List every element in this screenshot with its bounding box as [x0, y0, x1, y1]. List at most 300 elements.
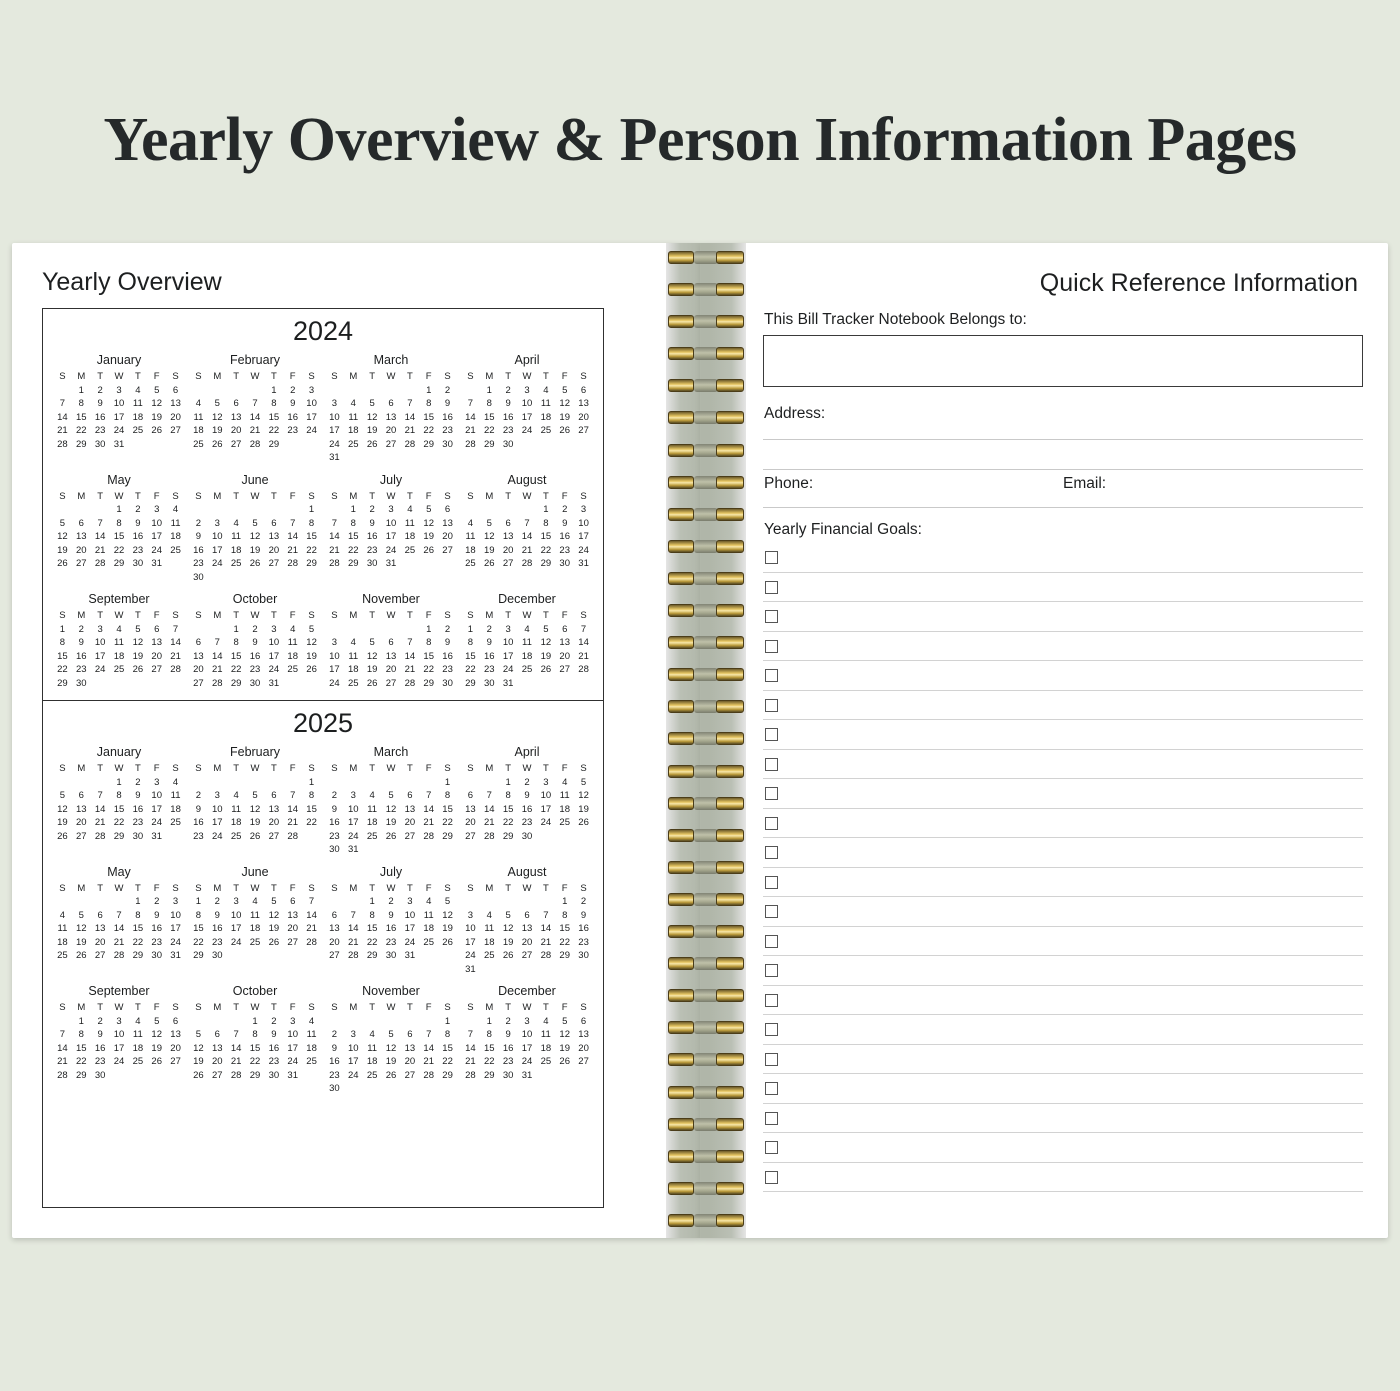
- day-cell: 18: [193, 425, 204, 436]
- day-cell: 15: [306, 531, 317, 542]
- day-cell: 22: [465, 664, 476, 675]
- day-cell: 12: [366, 650, 378, 662]
- day-cell: 23: [442, 425, 453, 436]
- dow-cell: S: [59, 763, 66, 774]
- day-cell: 3: [524, 384, 530, 396]
- day-cell: 29: [306, 558, 317, 569]
- spiral-coil: [666, 1086, 746, 1099]
- goal-checkbox[interactable]: [765, 994, 778, 1007]
- coil-right: [716, 1086, 744, 1099]
- dow-cell: T: [542, 371, 549, 382]
- day-cell: 9: [214, 909, 220, 921]
- day-cell: 24: [306, 425, 317, 436]
- day-cell: 22: [57, 664, 68, 675]
- day-cell: 12: [385, 803, 397, 815]
- dow-cell: T: [270, 371, 277, 382]
- goal-checkbox[interactable]: [765, 551, 778, 564]
- dow-cell: F: [153, 490, 160, 502]
- day-cell: [227, 1015, 246, 1029]
- month-january: [51, 351, 187, 465]
- dow-cell: S: [444, 371, 451, 382]
- coil-right: [716, 636, 744, 649]
- day-cell: 16: [329, 1056, 340, 1067]
- week-row: [189, 936, 321, 950]
- day-of-week-row: [189, 882, 321, 896]
- phone-email-line[interactable]: [763, 507, 1363, 508]
- dow-cell: T: [233, 490, 240, 502]
- day-cell: 26: [385, 830, 397, 842]
- dow-cell: T: [97, 371, 104, 382]
- week-row: [53, 677, 185, 691]
- goal-checkbox[interactable]: [765, 905, 778, 918]
- day-cell: 3: [407, 896, 413, 907]
- day-cell: [382, 384, 401, 398]
- day-cell: [189, 503, 208, 517]
- month-april: [459, 351, 595, 465]
- day-cell: 5: [154, 1015, 160, 1027]
- dow-cell: S: [195, 1002, 202, 1013]
- week-row: [325, 384, 457, 398]
- day-cell: 14: [404, 650, 416, 662]
- day-cell: 23: [521, 817, 533, 828]
- goal-row[interactable]: [763, 661, 1363, 691]
- day-cell: 14: [404, 411, 416, 423]
- day-cell: 29: [559, 950, 570, 961]
- coil-left: [668, 861, 694, 874]
- day-cell: 5: [252, 517, 258, 529]
- day-cell: 11: [132, 398, 143, 409]
- day-cell: 22: [306, 544, 317, 556]
- day-cell: 4: [135, 384, 141, 396]
- day-cell: 15: [268, 411, 280, 423]
- week-row: [53, 517, 185, 531]
- day-cell: 13: [404, 1042, 416, 1054]
- day-cell: 9: [135, 790, 141, 801]
- day-cell: 13: [170, 398, 181, 409]
- day-cell: 22: [483, 1056, 495, 1067]
- goal-row[interactable]: [763, 691, 1363, 721]
- goal-row[interactable]: [763, 1015, 1363, 1045]
- goal-row[interactable]: [763, 1104, 1363, 1134]
- goal-checkbox[interactable]: [765, 876, 778, 889]
- goal-checkbox[interactable]: [765, 1171, 778, 1184]
- week-row: [325, 557, 457, 571]
- week-row: [189, 544, 321, 558]
- month-name: July: [379, 864, 403, 879]
- year-block: [43, 700, 603, 1106]
- dow-cell: T: [134, 610, 141, 621]
- goal-checkbox[interactable]: [765, 1141, 778, 1154]
- day-cell: 28: [404, 438, 416, 450]
- day-cell: 11: [522, 637, 532, 648]
- day-cell: 26: [57, 830, 68, 842]
- day-cell: [246, 384, 265, 398]
- goal-checkbox[interactable]: [765, 1023, 778, 1036]
- dow-cell: F: [153, 1002, 160, 1013]
- day-cell: 21: [404, 664, 416, 675]
- coil-middle: [694, 1118, 718, 1131]
- week-row: [325, 1069, 457, 1083]
- day-cell: 6: [78, 517, 84, 529]
- day-cell: 27: [502, 558, 514, 569]
- goal-row[interactable]: [763, 927, 1363, 957]
- week-row: [53, 663, 185, 677]
- dow-cell: W: [114, 1002, 124, 1013]
- day-cell: 2: [524, 776, 530, 788]
- day-cell: 10: [329, 411, 340, 423]
- day-cell: 19: [57, 817, 68, 828]
- goal-row[interactable]: [763, 956, 1363, 986]
- day-cell: 20: [329, 936, 340, 948]
- day-cell: [461, 776, 480, 790]
- goal-row[interactable]: [763, 897, 1363, 927]
- goal-checkbox[interactable]: [765, 610, 778, 623]
- coil-right: [716, 1214, 744, 1227]
- day-cell: 6: [271, 517, 277, 529]
- goal-checkbox[interactable]: [765, 846, 778, 859]
- address-line-2[interactable]: [763, 469, 1363, 470]
- week-row: [53, 384, 185, 398]
- day-cell: 18: [132, 411, 144, 423]
- day-cell: 3: [467, 909, 474, 921]
- coil-right: [716, 315, 744, 328]
- day-cell: 8: [486, 398, 492, 409]
- day-cell: 18: [287, 650, 298, 662]
- day-cell: 3: [271, 623, 277, 635]
- day-cell: 8: [426, 637, 432, 648]
- coil-left: [668, 315, 694, 328]
- coil-right: [716, 251, 744, 264]
- goal-checkbox[interactable]: [765, 964, 778, 977]
- day-cell: 29: [57, 677, 68, 689]
- day-cell: 30: [329, 1083, 340, 1094]
- goal-row[interactable]: [763, 838, 1363, 868]
- day-cell: 10: [230, 909, 242, 921]
- goal-row[interactable]: [763, 986, 1363, 1016]
- day-cell: [382, 451, 401, 465]
- dow-cell: S: [331, 610, 338, 621]
- week-row: [189, 949, 321, 963]
- coil-middle: [694, 957, 718, 970]
- day-cell: 16: [151, 923, 162, 934]
- goal-row[interactable]: [763, 543, 1363, 573]
- day-cell: 30: [502, 1069, 514, 1081]
- day-cell: [283, 503, 302, 517]
- day-cell: 18: [366, 817, 378, 828]
- week-row: [325, 1055, 457, 1069]
- day-of-week-row: [53, 1001, 185, 1015]
- month-name: September: [88, 984, 150, 998]
- day-cell: 2: [252, 623, 258, 635]
- day-cell: 6: [195, 637, 202, 648]
- goal-checkbox[interactable]: [765, 758, 778, 771]
- day-cell: 25: [423, 936, 434, 948]
- week-row: [325, 843, 457, 857]
- dow-cell: W: [386, 1002, 396, 1013]
- day-cell: 27: [75, 558, 87, 569]
- spiral-coil: [666, 925, 746, 938]
- goal-row[interactable]: [763, 779, 1363, 809]
- day-cell: 21: [249, 425, 261, 436]
- goal-row[interactable]: [763, 750, 1363, 780]
- day-cell: [53, 776, 72, 790]
- day-cell: 12: [151, 398, 162, 409]
- day-cell: 18: [347, 425, 359, 436]
- goal-checkbox[interactable]: [765, 699, 778, 712]
- coil-right: [716, 347, 744, 360]
- day-cell: 19: [151, 411, 162, 423]
- week-row: [461, 963, 593, 977]
- week-row: [189, 557, 321, 571]
- goal-row[interactable]: [763, 720, 1363, 750]
- dow-cell: M: [349, 882, 358, 894]
- day-cell: 29: [423, 677, 434, 689]
- dow-cell: T: [97, 763, 104, 774]
- week-row: [53, 1028, 185, 1042]
- goal-row[interactable]: [763, 809, 1363, 839]
- day-cell: 27: [465, 830, 476, 842]
- day-cell: 29: [113, 830, 125, 842]
- goal-checkbox[interactable]: [765, 1053, 778, 1066]
- dow-cell: M: [349, 371, 358, 382]
- day-cell: [283, 438, 302, 452]
- day-cell: 11: [231, 531, 242, 542]
- coil-middle: [694, 283, 718, 296]
- day-cell: 10: [502, 637, 514, 648]
- day-of-week-row: [325, 762, 457, 776]
- month-name: April: [514, 353, 540, 367]
- day-cell: 27: [170, 425, 181, 436]
- day-cell: 1: [195, 896, 202, 907]
- day-cell: 23: [483, 664, 495, 675]
- belongs-to-label: This Bill Tracker Notebook Belongs to:: [764, 311, 1027, 328]
- goal-row[interactable]: [763, 1074, 1363, 1104]
- dow-cell: W: [114, 882, 124, 894]
- day-cell: 31: [578, 558, 589, 569]
- goal-row[interactable]: [763, 868, 1363, 898]
- day-cell: 10: [211, 531, 223, 542]
- day-of-week-row: [53, 370, 185, 384]
- coil-right: [716, 861, 744, 874]
- day-cell: 17: [230, 923, 242, 934]
- spiral-coil: [666, 1182, 746, 1195]
- day-cell: 19: [268, 923, 280, 934]
- goal-checkbox[interactable]: [765, 669, 778, 682]
- day-cell: [53, 503, 72, 517]
- day-cell: 21: [211, 664, 223, 675]
- day-cell: 30: [329, 844, 340, 855]
- day-cell: 7: [426, 1029, 432, 1040]
- day-cell: 29: [483, 1069, 495, 1081]
- day-cell: 2: [78, 623, 84, 635]
- day-cell: [419, 949, 438, 963]
- day-cell: 7: [407, 398, 413, 409]
- day-cell: 17: [521, 1042, 533, 1054]
- coil-right: [716, 765, 744, 778]
- day-cell: 1: [116, 504, 122, 515]
- day-cell: 6: [78, 790, 84, 801]
- spiral-coil: [666, 604, 746, 617]
- spiral-coil: [666, 379, 746, 392]
- day-cell: 25: [249, 936, 261, 948]
- week-row: [461, 1055, 593, 1069]
- spiral-coil: [666, 251, 746, 264]
- day-cell: 9: [486, 637, 492, 648]
- month-february: [187, 743, 323, 857]
- day-cell: [246, 949, 265, 963]
- day-cell: 12: [75, 923, 87, 934]
- day-cell: 7: [331, 517, 338, 529]
- day-cell: 22: [559, 936, 570, 948]
- dow-cell: W: [386, 610, 396, 621]
- dow-cell: M: [485, 490, 494, 502]
- day-cell: 1: [308, 776, 315, 788]
- day-cell: [208, 571, 227, 585]
- day-cell: 22: [442, 1056, 453, 1067]
- day-cell: 4: [467, 517, 474, 529]
- goal-checkbox[interactable]: [765, 1082, 778, 1095]
- week-row: [189, 1015, 321, 1029]
- day-cell: 19: [483, 544, 495, 556]
- goal-row[interactable]: [763, 632, 1363, 662]
- day-cell: 6: [524, 909, 530, 921]
- month-february: [187, 351, 323, 465]
- dow-cell: M: [485, 763, 494, 774]
- dow-cell: M: [213, 1002, 222, 1013]
- dow-cell: M: [77, 371, 86, 382]
- day-cell: [400, 451, 419, 465]
- financial-goals-list: [763, 543, 1363, 1192]
- goal-checkbox[interactable]: [765, 787, 778, 800]
- day-cell: 12: [559, 398, 570, 409]
- day-cell: [499, 963, 518, 977]
- day-cell: 29: [268, 438, 280, 450]
- dow-cell: T: [406, 882, 413, 894]
- day-cell: 9: [271, 1029, 277, 1040]
- day-cell: 28: [211, 677, 223, 689]
- dow-cell: F: [289, 610, 296, 621]
- day-cell: 15: [442, 1042, 453, 1054]
- day-cell: 6: [97, 909, 103, 921]
- week-row: [189, 803, 321, 817]
- dow-cell: S: [59, 882, 66, 894]
- day-cell: 26: [211, 438, 223, 450]
- dow-cell: W: [114, 371, 124, 382]
- day-cell: [325, 1015, 344, 1029]
- dow-cell: S: [467, 763, 474, 774]
- day-cell: 4: [59, 909, 66, 921]
- coil-right: [716, 1182, 744, 1195]
- day-cell: [166, 830, 185, 844]
- week-row: [325, 663, 457, 677]
- coil-left: [668, 1150, 694, 1163]
- week-row: [461, 816, 593, 830]
- day-cell: 5: [486, 517, 492, 529]
- goal-checkbox[interactable]: [765, 1112, 778, 1125]
- dow-cell: M: [213, 610, 222, 621]
- dow-cell: T: [134, 1002, 141, 1013]
- day-cell: 13: [502, 531, 514, 542]
- day-cell: 9: [524, 790, 530, 801]
- day-cell: 20: [193, 664, 204, 675]
- year-label: 2024: [292, 316, 354, 346]
- day-cell: 19: [442, 923, 453, 934]
- goal-checkbox[interactable]: [765, 581, 778, 594]
- week-row: [53, 1055, 185, 1069]
- day-cell: 6: [331, 909, 338, 921]
- day-cell: 20: [75, 817, 87, 828]
- day-cell: 21: [287, 544, 298, 556]
- day-cell: 31: [268, 677, 280, 689]
- day-cell: 7: [233, 1029, 239, 1040]
- day-cell: 13: [329, 923, 340, 934]
- goal-row[interactable]: [763, 1163, 1363, 1193]
- goal-checkbox[interactable]: [765, 935, 778, 948]
- day-cell: 24: [521, 425, 533, 436]
- day-cell: 7: [308, 896, 315, 907]
- address-line-1[interactable]: [763, 439, 1363, 440]
- coil-middle: [694, 444, 718, 457]
- day-cell: 12: [442, 909, 453, 921]
- week-row: [325, 803, 457, 817]
- address-label: Address:: [764, 405, 826, 422]
- day-cell: 12: [559, 1029, 570, 1040]
- day-cell: [110, 677, 129, 691]
- day-cell: 13: [578, 398, 589, 409]
- day-cell: 6: [505, 517, 511, 529]
- day-cell: 7: [252, 398, 258, 409]
- day-cell: [147, 438, 166, 452]
- day-cell: 20: [521, 936, 533, 948]
- goal-row[interactable]: [763, 1133, 1363, 1163]
- day-cell: 3: [524, 1015, 530, 1027]
- goal-row[interactable]: [763, 1045, 1363, 1075]
- goal-checkbox[interactable]: [765, 728, 778, 741]
- dow-cell: T: [505, 490, 512, 502]
- day-cell: 9: [154, 909, 160, 921]
- day-cell: 27: [94, 950, 106, 961]
- day-cell: 26: [151, 1056, 162, 1067]
- day-cell: 18: [559, 803, 570, 815]
- dow-cell: T: [134, 882, 141, 894]
- day-cell: 2: [369, 504, 375, 515]
- goal-row[interactable]: [763, 602, 1363, 632]
- week-row: [189, 503, 321, 517]
- day-cell: 21: [483, 817, 495, 828]
- day-cell: 26: [366, 677, 378, 689]
- day-cell: 21: [521, 544, 533, 556]
- day-cell: 24: [230, 936, 242, 948]
- day-cell: 8: [59, 637, 66, 648]
- day-cell: [302, 1069, 321, 1083]
- day-cell: 25: [404, 544, 416, 556]
- month-name: August: [507, 864, 547, 879]
- dow-cell: M: [213, 763, 222, 774]
- day-cell: [264, 503, 283, 517]
- day-cell: 20: [75, 544, 87, 556]
- day-cell: [536, 830, 555, 844]
- owner-name-field[interactable]: [763, 335, 1363, 387]
- dow-cell: T: [270, 763, 277, 774]
- month-name: March: [373, 353, 409, 367]
- day-cell: 5: [195, 1029, 202, 1040]
- dow-cell: F: [425, 490, 432, 502]
- goal-checkbox[interactable]: [765, 817, 778, 830]
- month-july: [323, 471, 459, 585]
- goal-row[interactable]: [763, 573, 1363, 603]
- dow-cell: W: [250, 490, 260, 502]
- goal-checkbox[interactable]: [765, 640, 778, 653]
